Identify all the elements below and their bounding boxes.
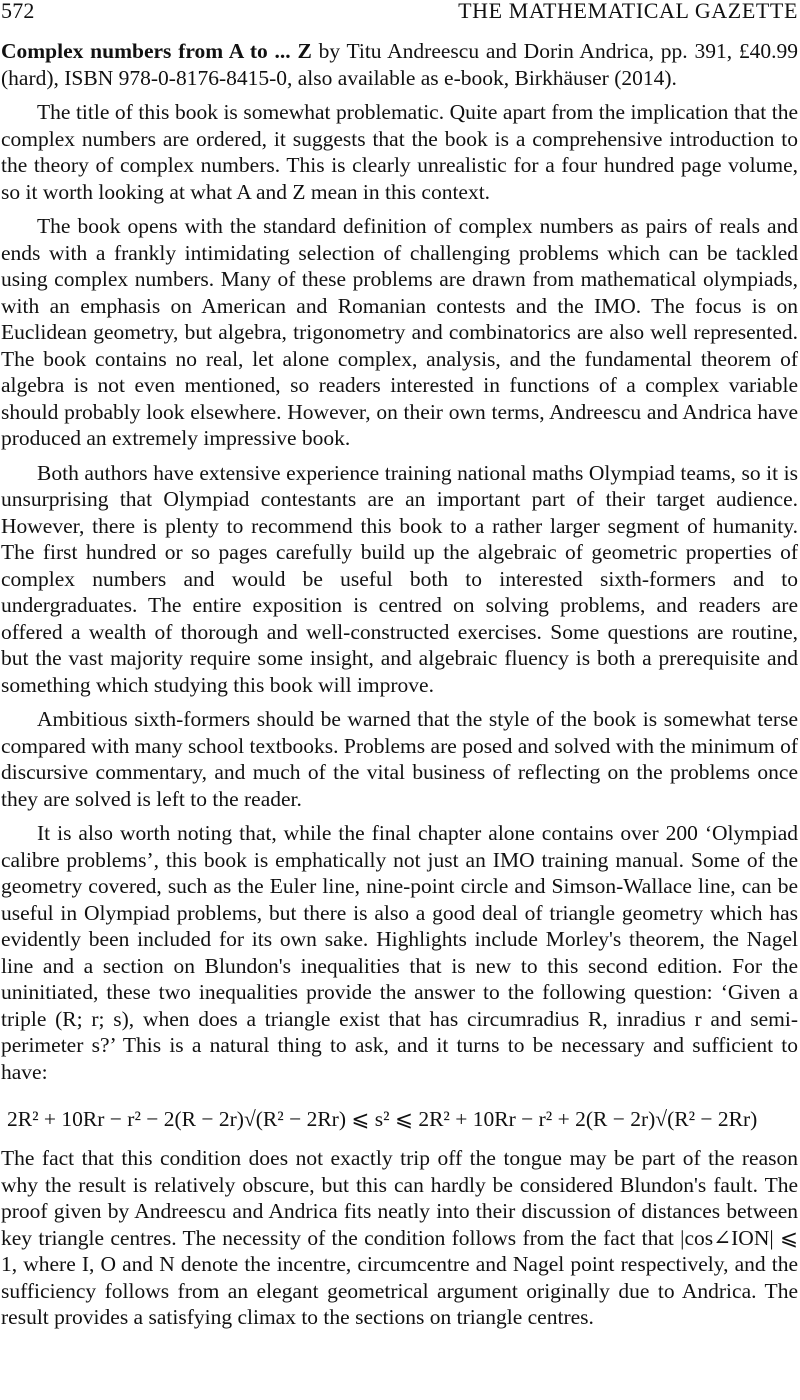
- blundon-inequality-formula: 2R² + 10Rr − r² − 2(R − 2r)√(R² − 2Rr) ⩽ s² ⩽ 2R² + 10Rr − r² + 2(R − 2r)√(R² − 2Rr): [7, 1107, 758, 1131]
- paragraph-6: The fact that this condition does not exactly trip off the tongue may be part of the reason why the result is relatively obscure, but this can hardly be considered Blundon's fault. The proof given by Andreescu and Andrica fits neatly into their discussion of distances between key triangle centres. The necessity of the condition follows from the fact that |cos∠ION| ⩽ 1, where I, O and N denote the incentre, circumcentre and Nagel point respectively, and the sufficiency follows from an elegant geometrical argument originally due to Andrica. The result provides a satisfying climax to the sections on triangle centres.: [1, 1146, 798, 1329]
- paragraph-5: It is also worth noting that, while the final chapter alone contains over 200 ‘Olympiad calibre problems’, this book is emphatically not just an IMO training manual. Some of the geometry covered, such as the Euler line, nine-point circle and Simson-Wallace line, can be useful in Olympiad problems, but there is also a good deal of triangle geometry which has evidently been included for its own sake. Highlights include Morley's theorem, the Nagel line and a section on Blundon's inequalities that is new to this second edition. For the uninitiated, these two inequalities provide the answer to the following question: ‘Given a triple (R; r; s), when does a triangle exist that has circumradius R, inradius r and semi-perimeter s?’ This is a natural thing to ask, and it turns to be necessary and sufficient to have:: [1, 821, 798, 1084]
- book-title: Complex numbers from A to ... Z: [1, 39, 312, 63]
- paragraph-3: Both authors have extensive experience training national maths Olympiad teams, so it is unsurprising that Olympiad contestants are an important part of their target audience. However, there is plenty to recommend this book to a rather larger segment of humanity. The first hundred or so pages carefully build up the algebraic of geometric properties of complex numbers and would be useful both to interested sixth-formers and to undergraduates. The entire exposition is centred on solving problems, and readers are offered a wealth of thorough and well-constructed exercises. Some questions are routine, but the vast majority require some insight, and algebraic fluency is both a prerequisite and something which studying this book will improve.: [1, 460, 798, 697]
- paragraph-2: The book opens with the standard definition of complex numbers as pairs of reals and ends with a frankly intimidating selection of challenging problems which can be tackled using complex numbers. Many of these problems are drawn from mathematical olympiads, with an emphasis on American and Romanian contests and the IMO. The focus is on Euclidean geometry, but algebra, trigonometry and combinatorics are also well represented. The book contains no real, let alone complex, analysis, and the fundamental theorem of algebra is not even mentioned, so readers interested in functions of a complex variable should probably look elsewhere. However, on their own terms, Andreescu and Andrica have produced an extremely impressive book.: [1, 214, 798, 450]
- paragraph-1: The title of this book is somewhat problematic. Quite apart from the implication that the complex numbers are ordered, it suggests that the book is a comprehensive introduction to the theory of complex numbers. This is clearly unrealistic for a four hundred page volume, so it worth looking at what A and Z mean in this context.: [1, 100, 798, 204]
- review-heading: [1, 38, 798, 91]
- book-details: by Titu Andreescu and Dorin Andrica, pp. 391, £40.99 (hard), ISBN 978-0-8176-8415-0, also available as e-book, Birkhäuser (2014).: [1, 39, 798, 90]
- page-number: 572: [1, 0, 35, 23]
- running-header: [1, 0, 798, 26]
- paragraph-4: Ambitious sixth-formers should be warned that the style of the book is somewhat terse compared with many school textbooks. Problems are posed and solved with the minimum of discursive commentary, and much of the vital business of reflecting on the problems once they are solved is left to the reader.: [1, 707, 798, 811]
- journal-title: THE MATHEMATICAL GAZETTE: [458, 0, 798, 23]
